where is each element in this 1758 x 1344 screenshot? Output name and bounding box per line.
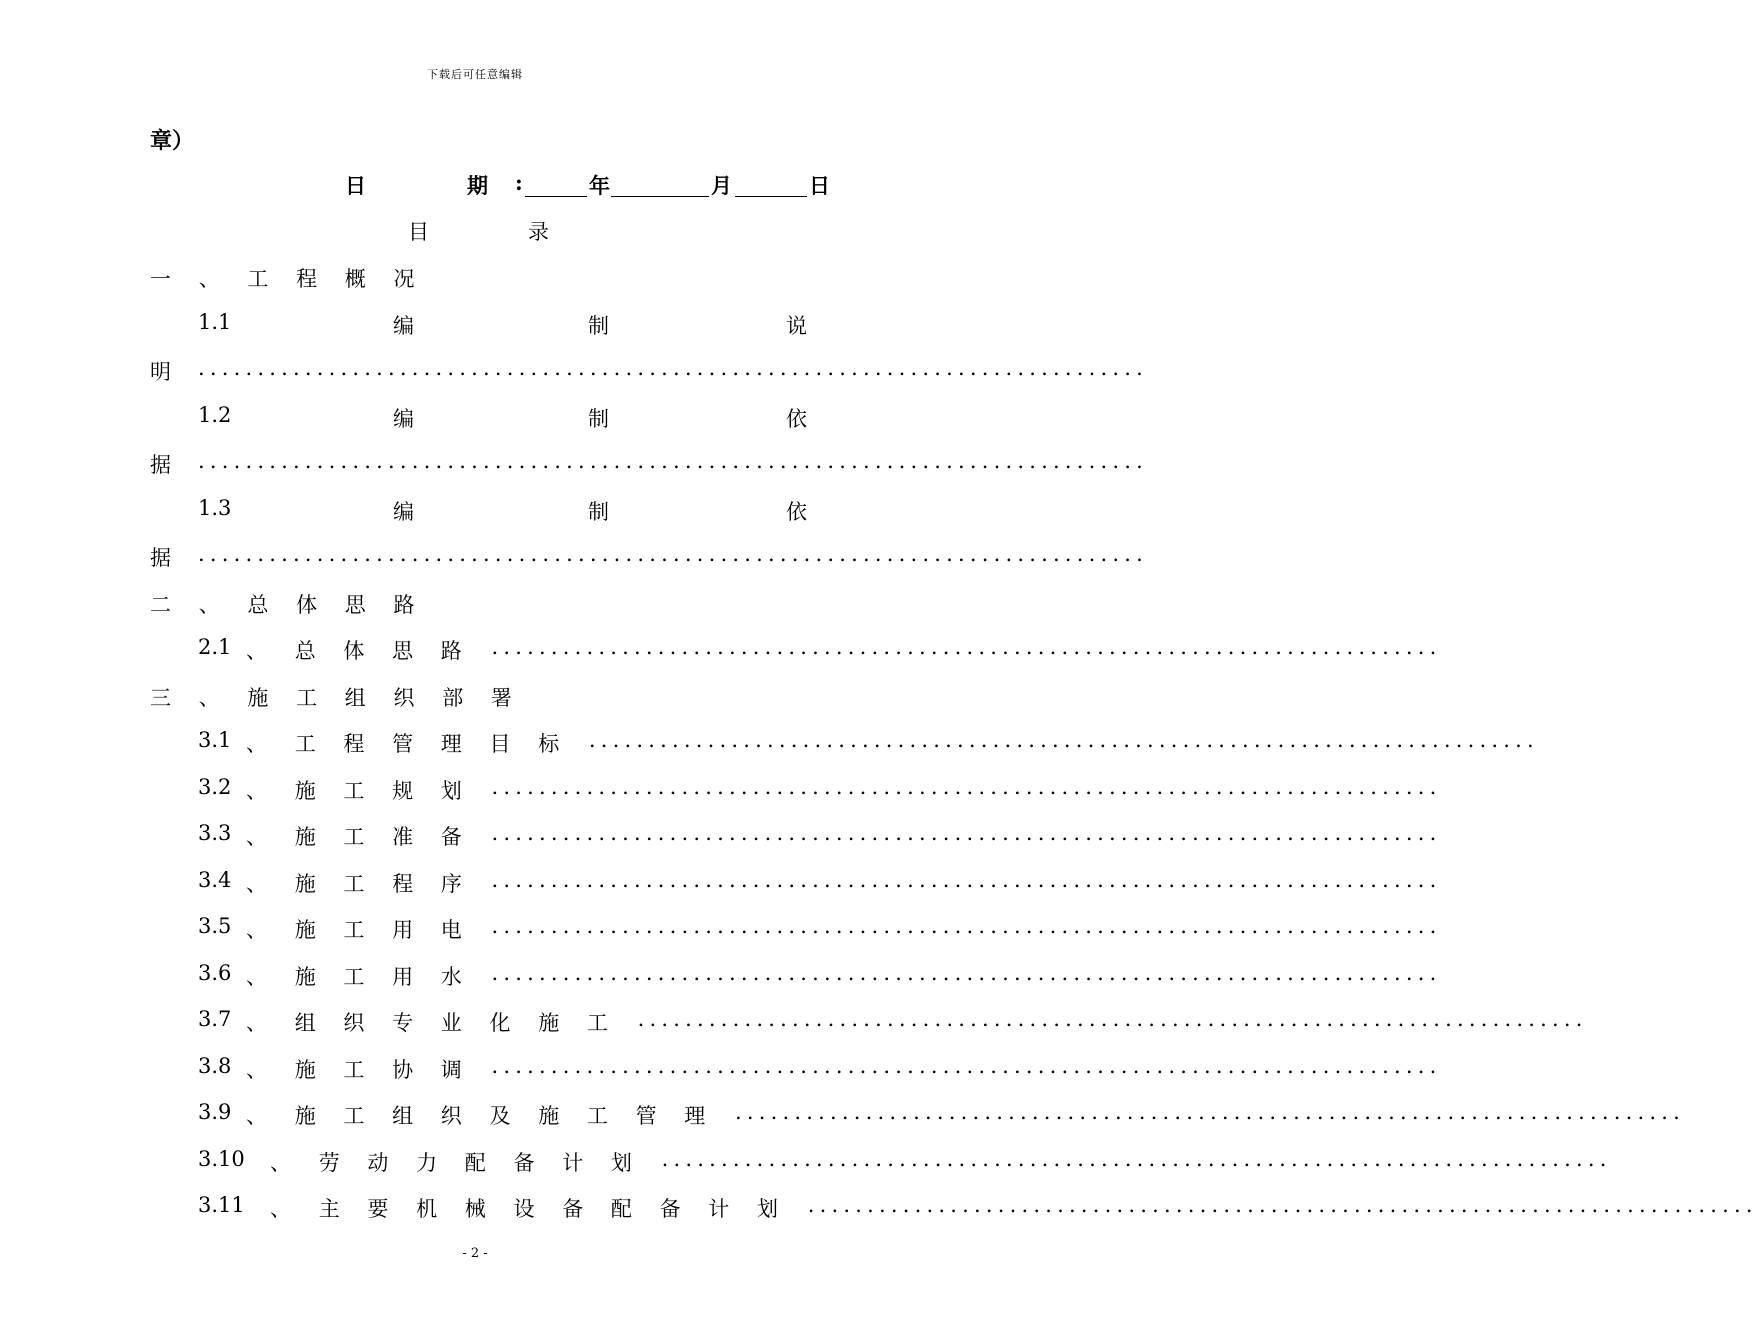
toc-entry-char: 准 (392, 825, 414, 849)
toc-entry-char: 施 (538, 1104, 560, 1128)
toc-entry-char: 编 (393, 406, 414, 431)
day-blank (735, 196, 807, 197)
toc-entry-char: 制 (588, 406, 609, 431)
toc-row (0, 1053, 1442, 1094)
toc-entry-char: 依 (786, 499, 807, 524)
toc-entry-char: 工 (343, 964, 365, 989)
toc-entry-char: 用 (392, 964, 414, 989)
toc-row (0, 774, 1442, 815)
toc-entry-char: 编 (393, 499, 414, 524)
toc-entry-number: 3.11 (198, 1193, 245, 1217)
toc-entry-char: 施 (294, 964, 316, 989)
toc-entry-char: 标 (538, 732, 560, 756)
date-line (345, 170, 830, 202)
toc-entry-char: 路 (440, 639, 462, 663)
toc-entry-char: 编 (393, 313, 414, 338)
toc-entry-char: 制 (588, 313, 609, 338)
toc-entry-char: 备 (562, 1197, 584, 1221)
toc-entry-char: 动 (367, 1150, 389, 1175)
toc-entry-char: 、 (246, 1104, 267, 1128)
toc-entry-char: 理 (440, 732, 462, 756)
toc-dot-leader: ................................................................................ (198, 356, 1149, 380)
month-blank (611, 196, 709, 197)
toc-entry-char: 工 (586, 1104, 608, 1128)
toc-entry-char: 、 (246, 871, 267, 896)
toc-entry-char: 思 (392, 639, 414, 663)
toc-entry-char: 组 (392, 1104, 414, 1128)
toc-row (0, 635, 1442, 675)
toc-heading-char: 工 (247, 267, 269, 291)
toc-heading-char: 体 (296, 592, 318, 617)
date-month: 月 (711, 173, 732, 198)
toc-dot-leader: ................................................................................ (807, 1193, 1758, 1217)
toc-entry-char: 程 (343, 732, 365, 756)
toc-heading-char: 思 (344, 592, 366, 617)
toc-entry-char: 备 (513, 1150, 535, 1175)
toc-heading-char: 路 (393, 592, 415, 617)
toc-entry-char: 专 (392, 1011, 414, 1035)
toc-entry-char: 施 (294, 871, 316, 896)
toc-entry-number: 3.10 (198, 1146, 245, 1171)
toc-row (0, 449, 1149, 489)
toc-entry-char: 织 (440, 1104, 462, 1128)
toc-row (0, 542, 1149, 582)
chapter-tail-text: 章） (150, 128, 195, 154)
toc-entry-char: 施 (294, 918, 316, 942)
toc-dot-leader: ................................................................................ (491, 635, 1442, 659)
toc-heading-char: 工 (296, 685, 318, 710)
toc-entry-number: 2.1 (198, 635, 232, 659)
toc-entry-number: 3.7 (198, 1007, 232, 1031)
toc-row (0, 1146, 1612, 1187)
toc-entry-char: 体 (343, 639, 365, 663)
toc-row (0, 960, 1442, 1001)
toc-entry-char: 施 (294, 825, 316, 849)
toc-entry-char: 、 (246, 639, 267, 663)
page-header: 下载后可任意编辑 (427, 68, 523, 81)
toc-entry-char: 调 (440, 1057, 462, 1082)
toc-entry-char: 划 (440, 778, 462, 803)
toc-entry-char: 主 (318, 1197, 340, 1221)
toc-title-lu: 录 (528, 220, 549, 244)
toc-entry-number: 3.1 (198, 728, 232, 752)
toc-entry-char: 化 (489, 1011, 511, 1035)
toc-entry-number: 3.5 (198, 914, 232, 938)
toc-entry-number: 3.8 (198, 1053, 232, 1078)
toc-heading-char: 总 (247, 592, 269, 617)
toc-row (0, 914, 1442, 954)
toc-heading-char: 、 (198, 592, 220, 617)
toc-entry-char: 机 (416, 1197, 438, 1221)
toc-entry-char: 计 (562, 1150, 584, 1175)
toc-entry-char: 、 (270, 1150, 291, 1175)
toc-entry-char: 劳 (318, 1150, 340, 1175)
toc-entry-char: 施 (538, 1011, 560, 1035)
toc-heading-char: 织 (393, 685, 415, 710)
toc-dot-leader: ................................................................................ (491, 821, 1442, 845)
toc-heading-char: 施 (247, 685, 269, 710)
toc-entry-number: 1.3 (198, 495, 232, 520)
toc-entry-number: 3.6 (198, 960, 232, 985)
toc-dot-leader: ................................................................................ (588, 728, 1539, 752)
toc-row (0, 728, 1539, 768)
toc-row (0, 589, 950, 629)
toc-entry-char: 依 (786, 406, 807, 431)
page-number: - 2 - (462, 1246, 488, 1261)
toc-entry-number: 1.1 (198, 309, 232, 334)
toc-entry-char: 要 (367, 1197, 389, 1221)
toc-entry-char: 械 (464, 1197, 486, 1221)
toc-entry-char: 、 (246, 778, 267, 803)
toc-row (0, 1100, 1686, 1140)
toc-entry-char: 总 (294, 639, 316, 663)
toc-entry-wrap-char: 据 (150, 453, 171, 477)
toc-entry-char: 理 (684, 1104, 706, 1128)
toc-entry-char: 工 (343, 778, 365, 803)
toc-entry-char: 协 (392, 1057, 414, 1082)
toc-entry-char: 施 (294, 778, 316, 803)
toc-dot-leader: ................................................................................ (491, 774, 1442, 799)
toc-heading-char: 、 (198, 685, 220, 710)
toc-entry-wrap-char: 据 (150, 546, 171, 570)
toc-entry-char: 工 (343, 871, 365, 896)
toc-entry-char: 程 (392, 871, 414, 896)
toc-entry-char: 及 (489, 1104, 511, 1128)
toc-row (0, 496, 950, 536)
toc-heading-char: 组 (344, 685, 366, 710)
toc-entry-char: 工 (343, 1104, 365, 1128)
toc-heading-char: 三 (150, 685, 171, 710)
toc-entry-char: 划 (757, 1197, 778, 1221)
toc-entry-char: 、 (246, 1011, 267, 1035)
toc-heading-char: 二 (150, 592, 171, 617)
date-label-ri: 日 (345, 173, 366, 198)
toc-dot-leader: ................................................................................ (735, 1100, 1686, 1124)
toc-entry-char: 目 (489, 732, 511, 756)
toc-entry-char: 、 (246, 825, 267, 849)
toc-entry-char: 施 (294, 1057, 316, 1082)
toc-heading-char: 况 (393, 267, 415, 291)
toc-entry-char: 工 (343, 1057, 365, 1082)
toc-entry-char: 、 (246, 918, 267, 942)
toc-entry-char: 织 (343, 1011, 365, 1035)
toc-entry-char: 划 (610, 1150, 632, 1175)
toc-entry-char: 施 (294, 1104, 316, 1128)
toc-entry-char: 计 (708, 1197, 730, 1221)
toc-entry-char: 力 (416, 1150, 438, 1175)
toc-entry-char: 电 (440, 918, 462, 942)
toc-heading-char: 程 (296, 267, 318, 291)
toc-entry-char: 组 (294, 1011, 316, 1035)
toc-heading-char: 一 (150, 267, 171, 291)
toc-entry-number: 3.2 (198, 774, 232, 799)
toc-entry-char: 、 (246, 1057, 267, 1082)
toc-entry-wrap-char: 明 (150, 360, 171, 384)
toc-dot-leader: ................................................................................ (661, 1146, 1612, 1171)
toc-row (0, 682, 950, 722)
toc-entry-char: 、 (246, 732, 267, 756)
toc-row (0, 310, 950, 350)
toc-entry-number: 3.3 (198, 821, 232, 845)
date-day: 日 (809, 173, 830, 198)
toc-entry-char: 备 (440, 825, 462, 849)
toc-row (0, 356, 1149, 396)
toc-heading-char: 概 (344, 267, 366, 291)
date-year: 年 (589, 173, 610, 198)
year-blank (525, 196, 587, 197)
toc-dot-leader: ................................................................................ (198, 449, 1149, 473)
toc-title-mu: 目 (408, 220, 429, 244)
toc-entry-char: 工 (343, 918, 365, 942)
toc-entry-char: 配 (464, 1150, 486, 1175)
toc-entry-number: 3.4 (198, 867, 232, 892)
toc-dot-leader: ................................................................................ (491, 960, 1442, 985)
toc-entry-char: 、 (270, 1197, 291, 1221)
toc-entry-char: 序 (440, 871, 462, 896)
toc-entry-char: 工 (343, 825, 365, 849)
toc-entry-char: 备 (659, 1197, 681, 1221)
toc-entry-char: 规 (392, 778, 414, 803)
toc-row (0, 1193, 1758, 1233)
toc-entry-char: 用 (392, 918, 414, 942)
toc-heading-char: 署 (490, 685, 512, 710)
toc-entry-char: 设 (513, 1197, 535, 1221)
toc-entry-char: 业 (440, 1011, 462, 1035)
toc-dot-leader: ................................................................................ (491, 867, 1442, 892)
date-colon: : (515, 170, 523, 195)
toc-dot-leader: ................................................................................ (491, 914, 1442, 938)
toc-row (0, 403, 950, 443)
date-label-qi: 期 (467, 173, 488, 198)
toc-entry-char: 管 (392, 732, 414, 756)
toc-heading-char: 部 (442, 685, 464, 710)
toc-entry-char: 制 (588, 499, 609, 524)
toc-dot-leader: ................................................................................ (198, 542, 1149, 566)
toc-entry-char: 、 (246, 964, 267, 989)
toc-entry-number: 3.9 (198, 1100, 232, 1124)
toc-entry-char: 配 (610, 1197, 632, 1221)
toc-row (0, 867, 1442, 908)
toc-entry-char: 水 (440, 964, 462, 989)
toc-dot-leader: ................................................................................ (637, 1007, 1588, 1031)
toc-row (0, 821, 1442, 861)
toc-entry-char: 工 (294, 732, 316, 756)
toc-row (0, 1007, 1588, 1047)
toc-heading-char: 、 (198, 267, 220, 291)
toc-entry-char: 管 (635, 1104, 657, 1128)
toc-row (0, 263, 950, 303)
toc-dot-leader: ................................................................................ (491, 1053, 1442, 1078)
toc-entry-char: 说 (786, 313, 807, 338)
toc-entry-char: 工 (586, 1011, 608, 1035)
toc-entry-number: 1.2 (198, 402, 232, 427)
